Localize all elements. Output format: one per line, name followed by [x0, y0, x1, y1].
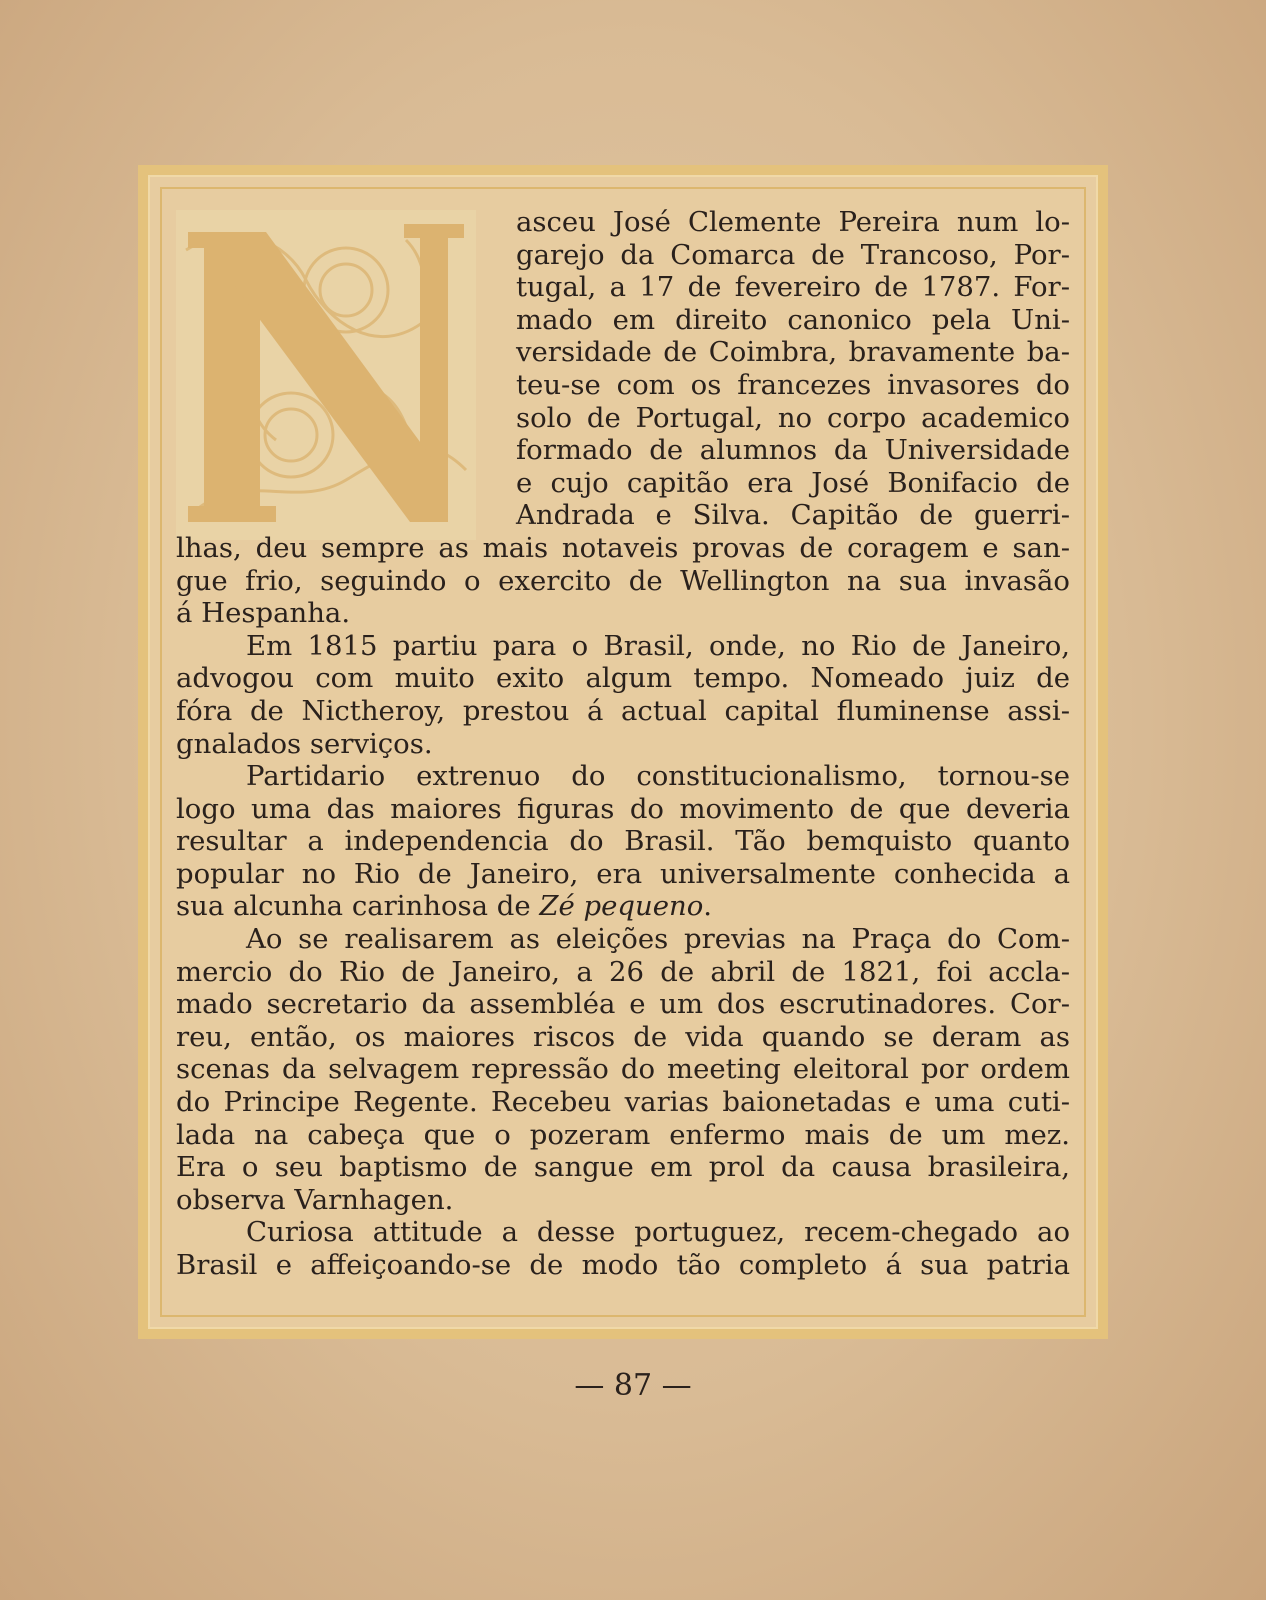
text-line: resultar a independencia do Brasil. Tão bemquisto quanto	[176, 825, 1070, 858]
text-line: observa Varnhagen.	[176, 1183, 454, 1216]
text-line: scenas da selvagem repressão do meeting eleitoral por ordem	[176, 1053, 1070, 1086]
text-line: mercio do Rio de Janeiro, a 26 de abril de 1821, foi accla-	[176, 955, 1070, 988]
paragraph-2	[176, 630, 1070, 760]
text-fragment: sua alcunha carinhosa de	[176, 890, 540, 923]
text-line: reu, então, os maiores riscos de vida quando se deram as	[176, 1020, 1070, 1053]
text-line	[176, 890, 1070, 923]
text-line: Curiosa attitude a desse portuguez, recem-chegado ao	[246, 1216, 1070, 1249]
text-line: formado de alumnos da Universidade	[516, 434, 1070, 467]
body-text	[176, 206, 1070, 1326]
paragraph-3	[176, 760, 1070, 923]
text-line: solo de Portugal, no corpo academico	[516, 401, 1070, 434]
paragraph-1	[176, 206, 1070, 630]
text-line: garejo da Comarca de Trancoso, Por-	[516, 238, 1070, 271]
paragraph-5	[176, 1216, 1070, 1281]
text-line: tugal, a 17 de fevereiro de 1787. For-	[516, 271, 1070, 304]
nickname-italic: Zé pequeno	[539, 890, 704, 923]
text-line: Ao se realisarem as eleições previas na Praça do Com-	[246, 923, 1070, 956]
text-line: gnalados serviços.	[176, 727, 433, 760]
text-line: advogou com muito exito algum tempo. Nomeado juiz de	[176, 662, 1070, 695]
text-line: versidade de Coimbra, bravamente ba-	[516, 336, 1070, 369]
text-line: do Principe Regente. Recebeu varias baionetadas e uma cuti-	[176, 1086, 1070, 1119]
text-line: asceu José Clemente Pereira num lo-	[516, 206, 1070, 238]
text-line: mado em direito canonico pela Uni-	[516, 303, 1070, 336]
text-line: logo uma das maiores figuras do movimento de que deveria	[176, 792, 1070, 825]
text-line: gue frio, seguindo o exercito de Wellington na sua invasão	[176, 564, 1070, 597]
paragraph-4	[176, 923, 1070, 1216]
text-line: mado secretario da assembléa e um dos escrutinadores. Cor-	[176, 988, 1070, 1021]
text-line: e cujo capitão era José Bonifacio de	[516, 466, 1070, 499]
text-line: Em 1815 partiu para o Brasil, onde, no Rio de Janeiro,	[246, 629, 1070, 662]
page-number: — 87 —	[574, 1368, 692, 1403]
text-fragment: .	[703, 890, 713, 923]
text-line: teu-se com os francezes invasores do	[516, 368, 1070, 401]
text-line: Andrada e Silva. Capitão de guerri-	[516, 499, 1070, 532]
text-line: lada na cabeça que o pozeram enfermo mais de um mez.	[176, 1118, 1070, 1151]
text-line: fóra de Nictheroy, prestou á actual capital fluminense assi-	[176, 694, 1070, 727]
text-line: Era o seu baptismo de sangue em prol da causa brasileira,	[176, 1151, 1070, 1184]
text-line: á Hespanha.	[176, 597, 351, 630]
text-line: Brasil e affeiçoando-se de modo tão completo á sua patria	[176, 1249, 1070, 1281]
text-line: popular no Rio de Janeiro, era universalmente conhecida a	[176, 857, 1070, 890]
text-line: lhas, deu sempre as mais notaveis provas de coragem e san-	[176, 531, 1070, 564]
text-line: Partidario extrenuo do constitucionalismo, tornou-se	[246, 760, 1070, 793]
